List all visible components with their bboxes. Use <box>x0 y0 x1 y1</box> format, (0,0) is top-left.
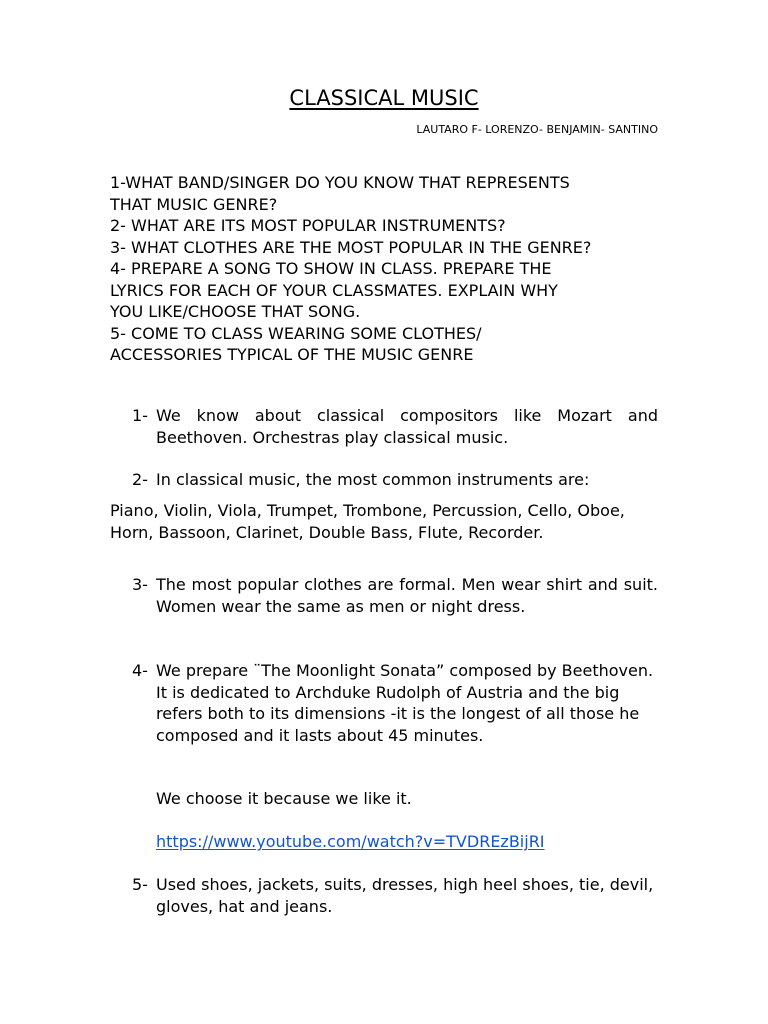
question-line: 2- WHAT ARE ITS MOST POPULAR INSTRUMENTS? <box>110 216 506 235</box>
answer-1 <box>110 405 658 448</box>
answer-text: The most popular clothes are formal. Men wear shirt and suit. Women wear the same as men or night dress. <box>156 575 658 616</box>
question-line: THAT MUSIC GENRE? <box>110 194 278 214</box>
answer-text: We know about classical compositors like Mozart and Beethoven. Orchestras play classical music. <box>156 406 658 447</box>
answer-number: 1- <box>132 406 148 425</box>
answer-3 <box>110 574 658 617</box>
answer-number: 5- <box>132 875 148 894</box>
answer-4 <box>110 660 658 746</box>
answer-4-link-row <box>110 831 658 853</box>
youtube-link[interactable]: https://www.youtube.com/watch?v=TVDREzBijRI <box>156 832 545 851</box>
question-line: 4- PREPARE A SONG TO SHOW IN CLASS. PREPARE THE <box>110 259 552 278</box>
question-line: ACCESSORIES TYPICAL OF THE MUSIC GENRE <box>110 345 474 364</box>
answer-number: 2- <box>132 470 148 489</box>
answer-number: 4- <box>132 661 148 680</box>
answer-number: 3- <box>132 575 148 594</box>
instruments-list: Piano, Violin, Viola, Trumpet, Trombone, Percussion, Cello, Oboe, Horn, Bassoon, Clarinet, Double Bass, Flute, Recorder. <box>110 501 625 542</box>
question-line: 5- COME TO CLASS WEARING SOME CLOTHES/ <box>110 323 482 343</box>
question-line: YOU LIKE/CHOOSE THAT SONG. <box>110 302 361 321</box>
answer-4-reason <box>110 788 658 810</box>
question-line: LYRICS FOR EACH OF YOUR CLASSMATES. EXPLAIN WHY <box>110 280 558 300</box>
authors-line: LAUTARO F- LORENZO- BENJAMIN- SANTINO <box>416 123 658 136</box>
question-line: 3- WHAT CLOTHES ARE THE MOST POPULAR IN THE GENRE? <box>110 237 592 257</box>
question-line: 1-WHAT BAND/SINGER DO YOU KNOW THAT REPRESENTS <box>110 173 570 192</box>
answer-2 <box>110 469 658 491</box>
answer-text: In classical music, the most common instruments are: <box>156 470 590 489</box>
answer-5 <box>110 874 658 917</box>
answer-text: Used shoes, jackets, suits, dresses, high heel shoes, tie, devil, gloves, hat and jeans. <box>156 875 654 916</box>
document-title: CLASSICAL MUSIC <box>289 86 479 110</box>
reason-text: We choose it because we like it. <box>156 789 412 808</box>
questions-block <box>110 172 670 366</box>
answer-text: We prepare ¨The Moonlight Sonata” composed by Beethoven. It is dedicated to Archduke Rudolph of Austria and the big refers both to its dimensions -it is the longest of all those he composed and it lasts about 45 minutes. <box>156 661 654 745</box>
